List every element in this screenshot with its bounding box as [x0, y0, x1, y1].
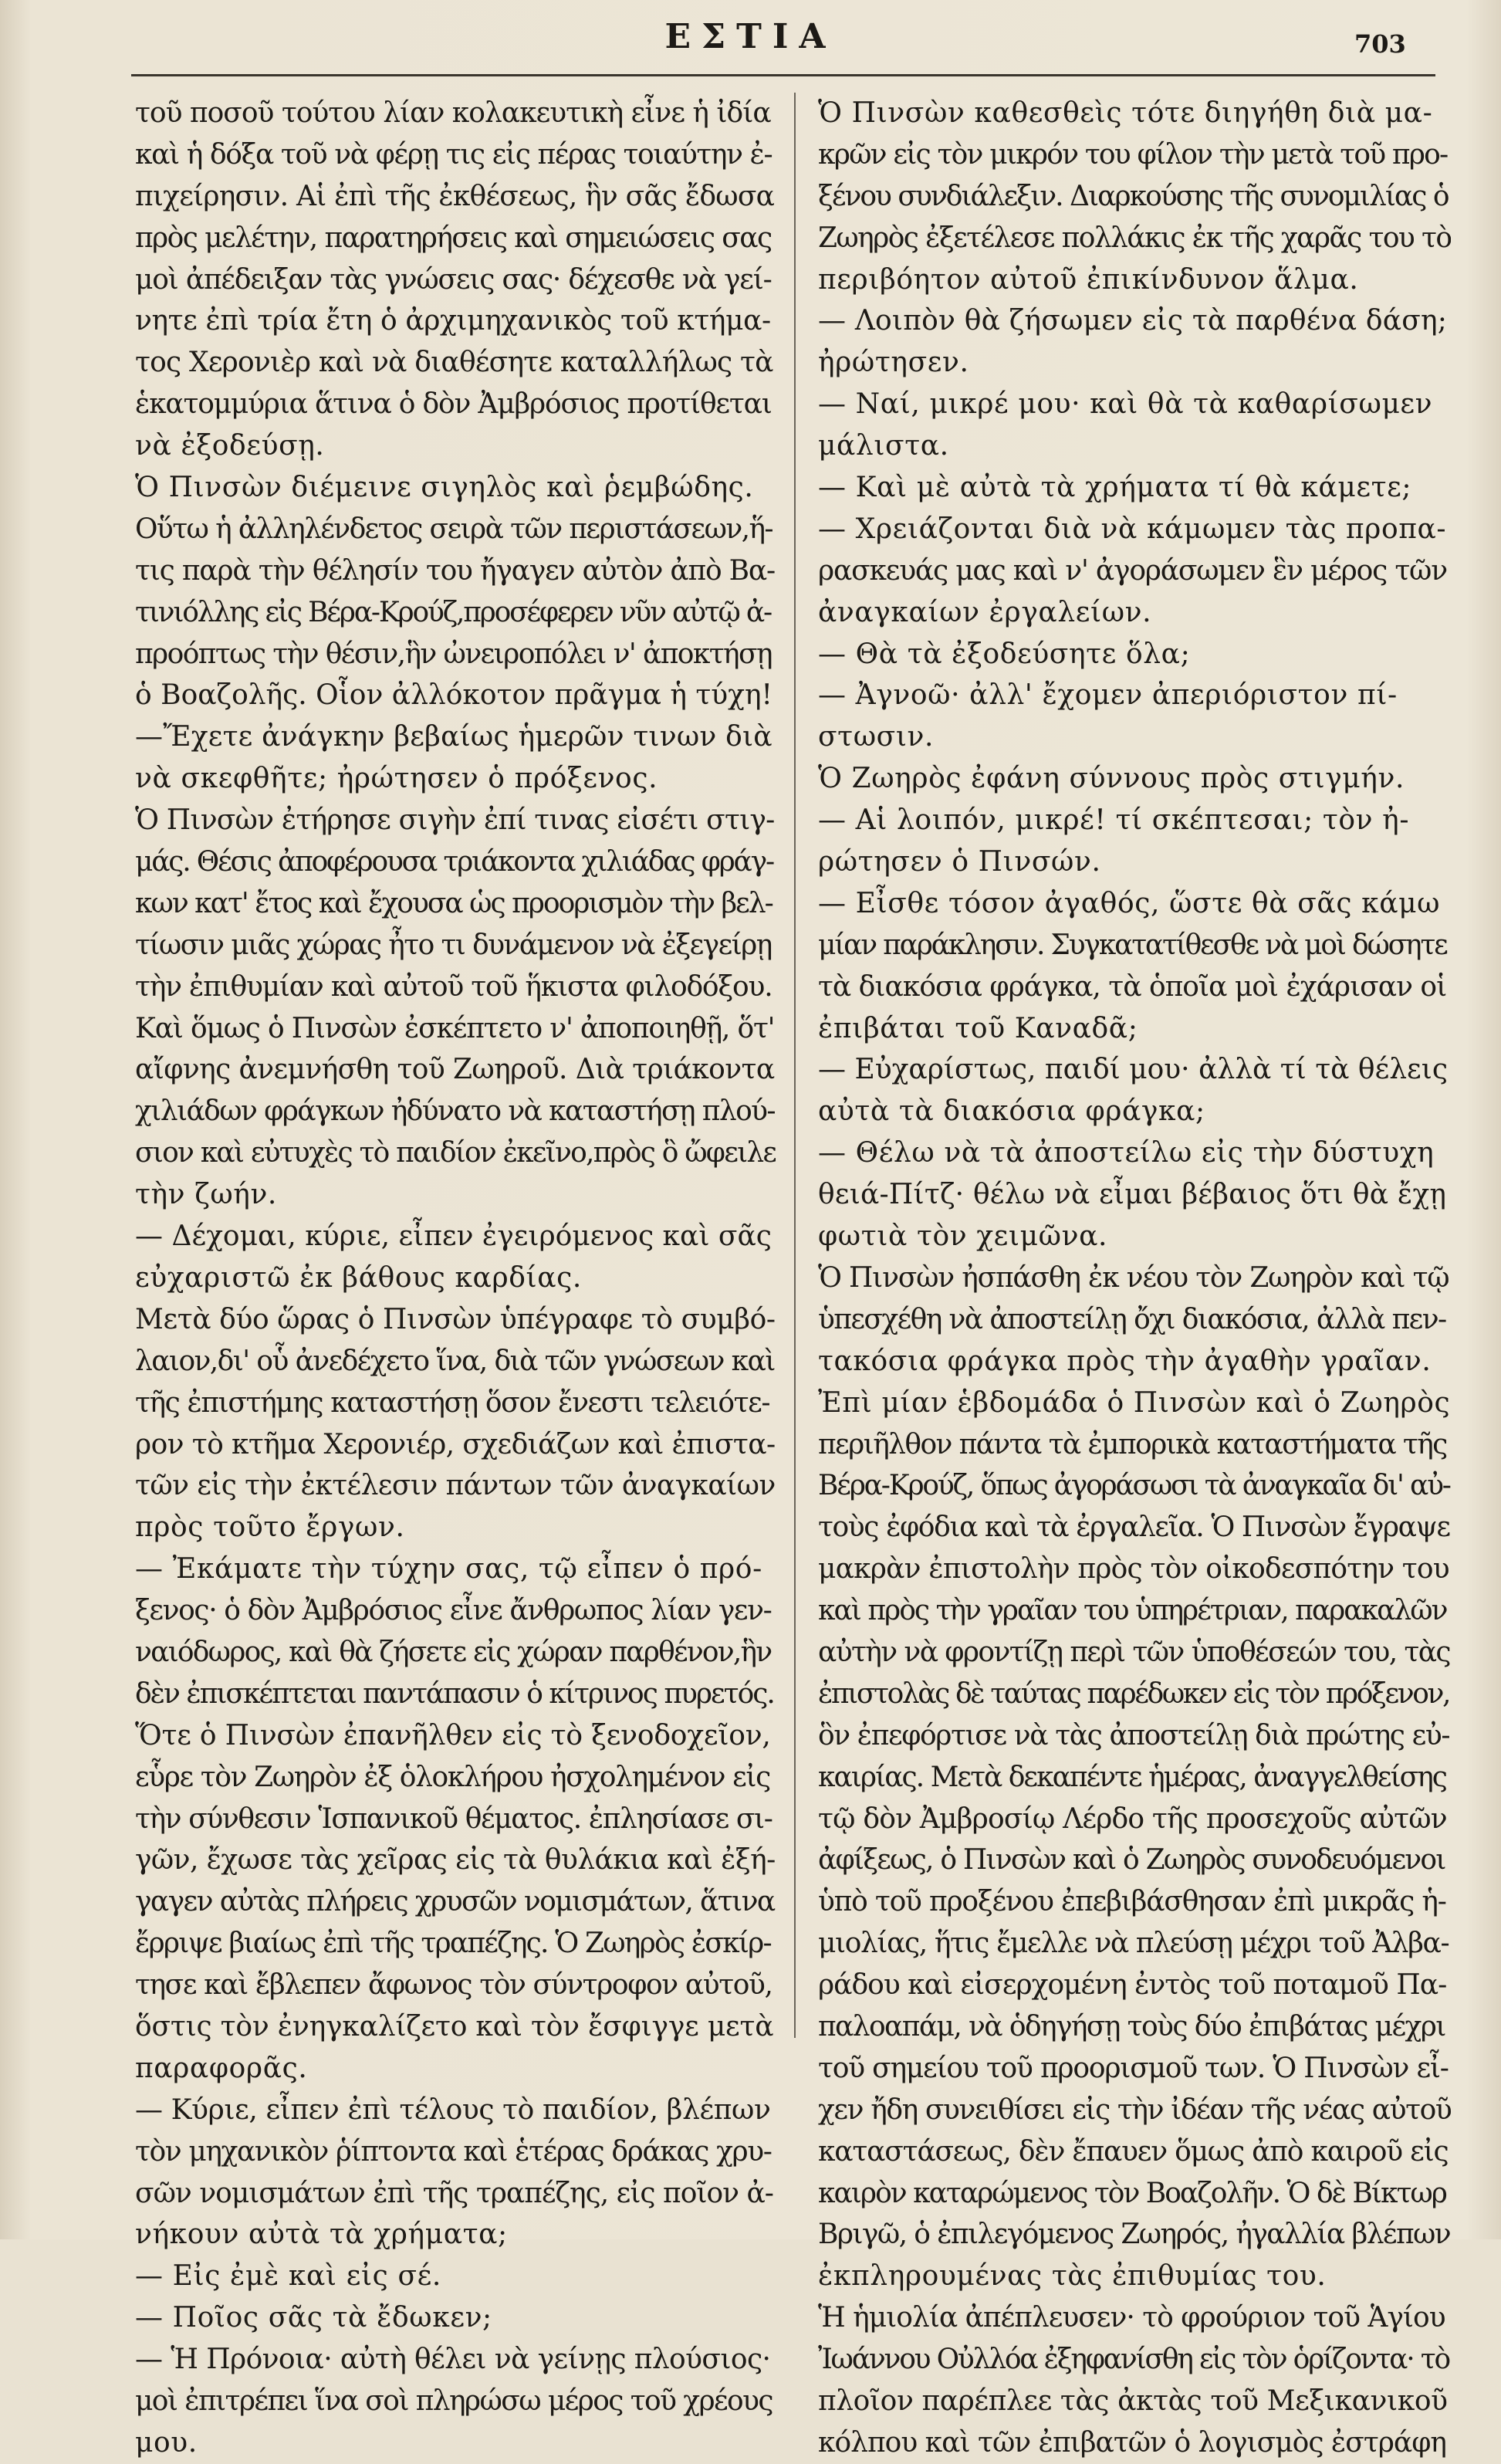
left-column-line: Μετὰ δύο ὥρας ὁ Πινσὼν ὑπέγραφε τὸ συμβό-: [135, 1303, 776, 1335]
left-column-line: πιχείρησιν. Αἱ ἐπὶ τῆς ἐκθέσεως, ἣν σᾶς ἔδωσα: [135, 180, 775, 212]
right-column: [818, 93, 1451, 2464]
right-column-line: μάλιστα.: [818, 430, 949, 462]
left-column-line: ναιόδωρος, καὶ θὰ ζήσετε εἰς χώραν παρθένον,ἣν: [135, 1636, 772, 1668]
left-column-line: τὸν μηχανικὸν ῥίπτοντα καὶ ἑτέρας δράκας χρυ-: [135, 2135, 772, 2168]
right-column-line: — Λοιπὸν θὰ ζήσωμεν εἰς τὰ παρθένα δάση;: [818, 305, 1448, 337]
header-rule: [131, 74, 1435, 76]
right-column-line: Βέρα-Κρούζ, ὅπως ἀγοράσωσι τὰ ἀναγκαῖα δι' αὐ-: [818, 1470, 1450, 1502]
left-column-line: τοῦ ποσοῦ τούτου λίαν κολακευτικὴ εἶνε ἡ ἰδία: [135, 97, 771, 129]
right-column-line: κόλπου καὶ τῶν ἐπιβατῶν ὁ λογισμὸς ἐστράφη: [818, 2426, 1446, 2459]
left-column-line: — Δέχομαι, κύριε, εἶπεν ἐγειρόμενος καὶ σᾶς: [135, 1220, 772, 1253]
left-column-line: Οὕτω ἡ ἀλληλένδετος σειρὰ τῶν περιστάσεων,ἥ-: [135, 513, 772, 545]
page-number: 703: [1354, 29, 1406, 59]
left-column-line: γαγεν αὐτὰς πλήρεις χρυσῶν νομισμάτων, ἅτινα: [135, 1886, 775, 1918]
left-column-line: — Ποῖος σᾶς τὰ ἔδωκεν;: [135, 2302, 492, 2334]
right-column-line: καταστάσεως, δὲν ἔπαυεν ὅμως ἀπὸ καιροῦ εἰς: [818, 2135, 1449, 2168]
left-column-line: — Κύριε, εἶπεν ἐπὶ τέλους τὸ παιδίον, βλέπων: [135, 2093, 771, 2126]
left-column-line: τις παρὰ τὴν θέλησίν του ἤγαγεν αὐτὸν ἀπὸ Βα-: [135, 554, 776, 587]
left-column-line: ὅστις τὸν ἐνηγκαλίζετο καὶ τὸν ἔσφιγγε μετὰ: [135, 2010, 774, 2043]
right-column-line: ρασκευάς μας καὶ ν' ἀγοράσωμεν ἓν μέρος τῶν: [818, 554, 1447, 587]
right-column-line: καιρὸν καταρώμενος τὸν Βοαζολῆν. Ὁ δὲ Βίκτωρ: [818, 2177, 1446, 2209]
right-column-line: ἀναγκαίων ἐργαλείων.: [818, 596, 1152, 628]
right-column-line: ξένου συνδιάλεξιν. Διαρκούσης τῆς συνομιλίας ὁ: [818, 180, 1449, 212]
right-column-line: τὰ διακόσια φράγκα, τὰ ὁποῖα μοὶ ἐχάρισαν οἱ: [818, 970, 1447, 1003]
right-column-line: — Θέλω νὰ τὰ ἀποστείλω εἰς τὴν δύστυχη: [818, 1137, 1435, 1169]
right-column-line: — Εὐχαρίστως, παιδί μου· ἀλλὰ τί τὰ θέλεις: [818, 1054, 1448, 1086]
left-column-line: —Ἔχετε ἀνάγκην βεβαίως ἡμερῶν τινων διὰ: [135, 721, 772, 753]
left-column-line: πρὸς μελέτην, παρατηρήσεις καὶ σημειώσεις σας: [135, 222, 772, 254]
left-column-line: καὶ ἡ δόξα τοῦ νὰ φέρῃ τις εἰς πέρας τοιαύτην ἐ-: [135, 138, 772, 171]
right-column-line: — Ναί, μικρέ μου· καὶ θὰ τὰ καθαρίσωμεν: [818, 388, 1433, 421]
right-column-line: ράδου καὶ εἰσερχομένη ἐντὸς τοῦ ποταμοῦ Πα-: [818, 1969, 1447, 2002]
left-column-line: πρὸς τοῦτο ἔργων.: [135, 1511, 405, 1544]
left-column-line: μάς. Θέσις ἀποφέρουσα τριάκοντα χιλιάδας φράγ-: [135, 846, 773, 878]
right-column-line: — Εἶσθε τόσον ἀγαθός, ὥστε θὰ σᾶς κάμω: [818, 887, 1441, 919]
right-column-line: τακόσια φράγκα πρὸς τὴν ἀγαθὴν γραῖαν.: [818, 1345, 1432, 1377]
left-column-line: — Εἰς ἐμὲ καὶ εἰς σέ.: [135, 2260, 441, 2293]
right-column-line: τῷ δὸν Ἀμβροσίῳ Λέρδο τῆς προσεχοῦς αὐτῶν: [818, 1802, 1447, 1835]
left-column-line: τινιόλλης εἰς Βέρα-Κρούζ,προσέφερεν νῦν αὐτῷ ἀ-: [135, 596, 772, 628]
right-column-line: τοῦ σημείου τοῦ προορισμοῦ των. Ὁ Πινσὼν εἶ-: [818, 2052, 1449, 2084]
right-column-line: περιῆλθον πάντα τὰ ἐμπορικὰ καταστήματα τῆς: [818, 1428, 1447, 1460]
right-column-line: κρῶν εἰς τὸν μικρόν του φίλον τὴν μετὰ τοῦ προ-: [818, 138, 1448, 171]
left-column-line: τος Χερονιὲρ καὶ νὰ διαθέσητε καταλλήλως τὰ: [135, 347, 773, 379]
right-column-line: — Ἀγνοῶ· ἀλλ' ἔχομεν ἀπεριόριστον πί-: [818, 679, 1398, 712]
left-column-line: Ὅτε ὁ Πινσὼν ἐπανῆλθεν εἰς τὸ ξενοδοχεῖον,: [135, 1719, 771, 1752]
right-column-line: Ὁ Πινσὼν ἠσπάσθη ἐκ νέου τὸν Ζωηρὸν καὶ τῷ: [818, 1261, 1449, 1294]
right-column-line: Ἡ ἡμιολία ἀπέπλευσεν· τὸ φρούριον τοῦ Ἁγίου: [818, 2302, 1445, 2334]
left-column-line: Ὁ Πινσὼν διέμεινε σιγηλὸς καὶ ῥεμβώδης.: [135, 472, 754, 504]
right-column-line: Ἐπὶ μίαν ἑβδομάδα ὁ Πινσὼν καὶ ὁ Ζωηρὸς: [818, 1386, 1451, 1419]
right-column-line: ἐπιστολὰς δὲ ταύτας παρέδωκεν εἰς τὸν πρόξενον,: [818, 1677, 1450, 1710]
left-column-line: νήκουν αὐτὰ τὰ χρήματα;: [135, 2219, 508, 2251]
left-column-line: τὴν σύνθεσιν Ἱσπανικοῦ θέματος. ἐπλησίασε σι-: [135, 1802, 772, 1835]
left-column-line: — Ἡ Πρόνοια· αὐτὴ θέλει νὰ γείνῃς πλούσιος·: [135, 2344, 771, 2376]
left-column-line: εὗρε τὸν Ζωηρὸν ἐξ ὁλοκλήρου ἠσχολημένον εἰς: [135, 1761, 770, 1793]
right-column-line: φωτιὰ τὸν χειμῶνα.: [818, 1220, 1108, 1253]
right-column-line: αὐτὰ τὰ διακόσια φράγκα;: [818, 1095, 1205, 1128]
left-column-line: αἴφνης ἀνεμνήσθη τοῦ Ζωηροῦ. Διὰ τριάκοντα: [135, 1054, 775, 1086]
left-column-line: γῶν, ἔχωσε τὰς χεῖρας εἰς τὰ θυλάκια καὶ ἐξή-: [135, 1844, 776, 1877]
right-column-line: στωσιν.: [818, 721, 935, 753]
right-column-line: παλοαπάμ, νὰ ὁδηγήσῃ τοὺς δύο ἐπιβάτας μέχρι: [818, 2010, 1445, 2043]
right-column-line: καὶ πρὸς τὴν γραῖαν του ὑπηρέτριαν, παρακαλῶν: [818, 1595, 1447, 1627]
left-column-line: ξενος· ὁ δὸν Ἀμβρόσιος εἶνε ἄνθρωπος λίαν γεν-: [135, 1595, 772, 1627]
right-column-line: — Αἱ λοιπόν, μικρέ! τί σκέπτεσαι; τὸν ἠ-: [818, 804, 1410, 837]
left-column: [135, 93, 776, 2464]
left-column-line: τίωσιν μιᾶς χώρας ἦτο τι δυνάμενον νὰ ἐξεγείρῃ: [135, 929, 772, 961]
right-column-line: — Καὶ μὲ αὐτὰ τὰ χρήματα τί θὰ κάμετε;: [818, 472, 1412, 504]
right-column-line: ὑπεσχέθη νὰ ἀποστείλῃ ὄχι διακόσια, ἀλλὰ πεν-: [818, 1303, 1446, 1335]
left-column-line: — Ἐκάματε τὴν τύχην σας, τῷ εἶπεν ὁ πρό-: [135, 1553, 762, 1586]
right-column-line: πλοῖον παρέπλεε τὰς ἀκτὰς τοῦ Μεξικανικοῦ: [818, 2384, 1448, 2417]
left-column-line: κων κατ' ἔτος καὶ ἔχουσα ὡς προορισμὸν τὴν βελ-: [135, 887, 772, 919]
left-column-line: ρον τὸ κτῆμα Χερονιέρ, σχεδιάζων καὶ ἐπιστα-: [135, 1428, 776, 1460]
masthead-title: ΕΣΤΙΑ: [664, 17, 837, 56]
left-column-line: νητε ἐπὶ τρία ἔτη ὁ ἀρχιμηχανικὸς τοῦ κτήμα-: [135, 305, 771, 337]
right-column-line: ἀφίξεως, ὁ Πινσὼν καὶ ὁ Ζωηρὸς συνοδευόμενοι: [818, 1844, 1445, 1877]
left-column-line: μου.: [135, 2426, 198, 2459]
right-column-line: ἐκπληρουμένας τὰς ἐπιθυμίας του.: [818, 2260, 1327, 2293]
left-column-line: λαιον,δι' οὗ ἀνεδέχετο ἵνα, διὰ τῶν γνώσεων καὶ: [135, 1345, 775, 1377]
right-column-line: μίαν παράκλησιν. Συγκατατίθεσθε νὰ μοὶ δώσητε: [818, 929, 1447, 961]
right-column-line: Βριγῶ, ὁ ἐπιλεγόμενος Ζωηρός, ἠγαλλία βλέπων: [818, 2219, 1451, 2251]
left-column-line: Ὁ Πινσὼν ἐτήρησε σιγὴν ἐπί τινας εἰσέτι στιγ-: [135, 804, 775, 837]
right-column-line: — Θὰ τὰ ἐξοδεύσητε ὅλα;: [818, 638, 1191, 670]
left-column-line: μοὶ ἐπιτρέπει ἵνα σοὶ πληρώσω μέρος τοῦ χρέους: [135, 2384, 772, 2417]
left-column-line: τῶν εἰς τὴν ἐκτέλεσιν πάντων τῶν ἀναγκαίων: [135, 1470, 776, 1502]
column-divider: [794, 93, 796, 2038]
right-column-line: — Χρειάζονται διὰ νὰ κάμωμεν τὰς προπα-: [818, 513, 1447, 545]
right-column-line: αὐτὴν νὰ φροντίζῃ περὶ τῶν ὑποθέσεών του, τὰς: [818, 1636, 1450, 1668]
right-column-line: χεν ἤδη συνειθίσει εἰς τὴν ἰδέαν τῆς νέας αὐτοῦ: [818, 2093, 1451, 2126]
left-column-line: χιλιάδων φράγκων ἠδύνατο νὰ καταστήσῃ πλού-: [135, 1095, 775, 1128]
left-column-line: σῶν νομισμάτων ἐπὶ τῆς τραπέζης, εἰς ποῖον ἀ-: [135, 2177, 773, 2209]
left-column-line: ἑκατομμύρια ἅτινα ὁ δὸν Ἀμβρόσιος προτίθεται: [135, 388, 772, 421]
left-column-line: νὰ ἐξοδεύσῃ.: [135, 430, 325, 462]
left-column-line: τὴν ἐπιθυμίαν καὶ αὐτοῦ τοῦ ἥκιστα φιλοδόξου.: [135, 970, 772, 1003]
left-column-line: τὴν ζωήν.: [135, 1179, 277, 1211]
left-column-line: μοὶ ἀπέδειξαν τὰς γνώσεις σας· δέχεσθε νὰ γεί-: [135, 263, 772, 296]
right-column-line: μακρὰν ἐπιστολὴν πρὸς τὸν οἰκοδεσπότην του: [818, 1553, 1449, 1586]
right-column-line: ὃν ἐπεφόρτισε νὰ τὰς ἀποστείλῃ διὰ πρώτης εὐ-: [818, 1719, 1450, 1752]
left-column-line: προόπτως τὴν θέσιν,ἣν ὠνειροπόλει ν' ἀποκτήσῃ: [135, 638, 772, 670]
right-column-line: Ἰωάννου Οὐλλόα ἐξηφανίσθη εἰς τὸν ὁρίζοντα· τὸ: [818, 2344, 1449, 2376]
left-column-line: δὲν ἐπισκέπτεται παντάπασιν ὁ κίτρινος πυρετός.: [135, 1677, 774, 1710]
right-column-line: ὑπὸ τοῦ προξένου ἐπεβιβάσθησαν ἐπὶ μικρᾶς ἡ-: [818, 1886, 1446, 1918]
left-column-line: ὁ Βοαζολῆς. Οἷον ἀλλόκοτον πρᾶγμα ἡ τύχη!: [135, 679, 772, 712]
right-column-line: καιρίας. Μετὰ δεκαπέντε ἡμέρας, ἀναγγελθείσης: [818, 1761, 1446, 1793]
left-column-line: σιον καὶ εὐτυχὲς τὸ παιδίον ἐκεῖνο,πρὸς ὃ ὤφειλε: [135, 1137, 776, 1169]
right-column-line: Ὁ Πινσὼν καθεσθεὶς τότε διηγήθη διὰ μα-: [818, 97, 1433, 129]
left-column-line: Καὶ ὅμως ὁ Πινσὼν ἐσκέπτετο ν' ἀποποιηθῇ, ὅτ': [135, 1012, 775, 1044]
left-column-line: νὰ σκεφθῆτε; ἠρώτησεν ὁ πρόξενος.: [135, 763, 658, 795]
right-column-line: μιολίας, ἥτις ἔμελλε νὰ πλεύσῃ μέχρι τοῦ Ἀλβα-: [818, 1928, 1449, 1960]
left-column-line: ἔρριψε βιαίως ἐπὶ τῆς τραπέζης. Ὁ Ζωηρὸς ἐσκίρ-: [135, 1928, 771, 1960]
right-column-line: ἠρώτησεν.: [818, 347, 969, 379]
right-column-line: ρώτησεν ὁ Πινσών.: [818, 846, 1101, 878]
right-column-line: τοὺς ἐφόδια καὶ τὰ ἐργαλεῖα. Ὁ Πινσὼν ἔγραψε: [818, 1511, 1450, 1544]
right-column-line: Ζωηρὸς ἐξετέλεσε πολλάκις ἐκ τῆς χαρᾶς του τὸ: [818, 222, 1451, 254]
right-column-line: ἐπιβάται τοῦ Καναδᾶ;: [818, 1012, 1138, 1044]
left-column-line: τῆς ἐπιστήμης καταστήσῃ ὅσον ἔνεστι τελειότε-: [135, 1386, 770, 1419]
left-column-line: τησε καὶ ἔβλεπεν ἄφωνος τὸν σύντροφον αὐτοῦ,: [135, 1969, 772, 2002]
right-column-line: Ὁ Ζωηρὸς ἐφάνη σύννους πρὸς στιγμήν.: [818, 763, 1405, 795]
right-column-line: περιβόητον αὐτοῦ ἐπικίνδυνον ἅλμα.: [818, 263, 1359, 296]
right-column-line: θειά-Πίτζ· θέλω νὰ εἶμαι βέβαιος ὅτι θὰ ἔχῃ: [818, 1179, 1447, 1211]
left-column-line: εὐχαριστῶ ἐκ βάθους καρδίας.: [135, 1261, 582, 1294]
left-column-line: παραφορᾶς.: [135, 2052, 308, 2084]
